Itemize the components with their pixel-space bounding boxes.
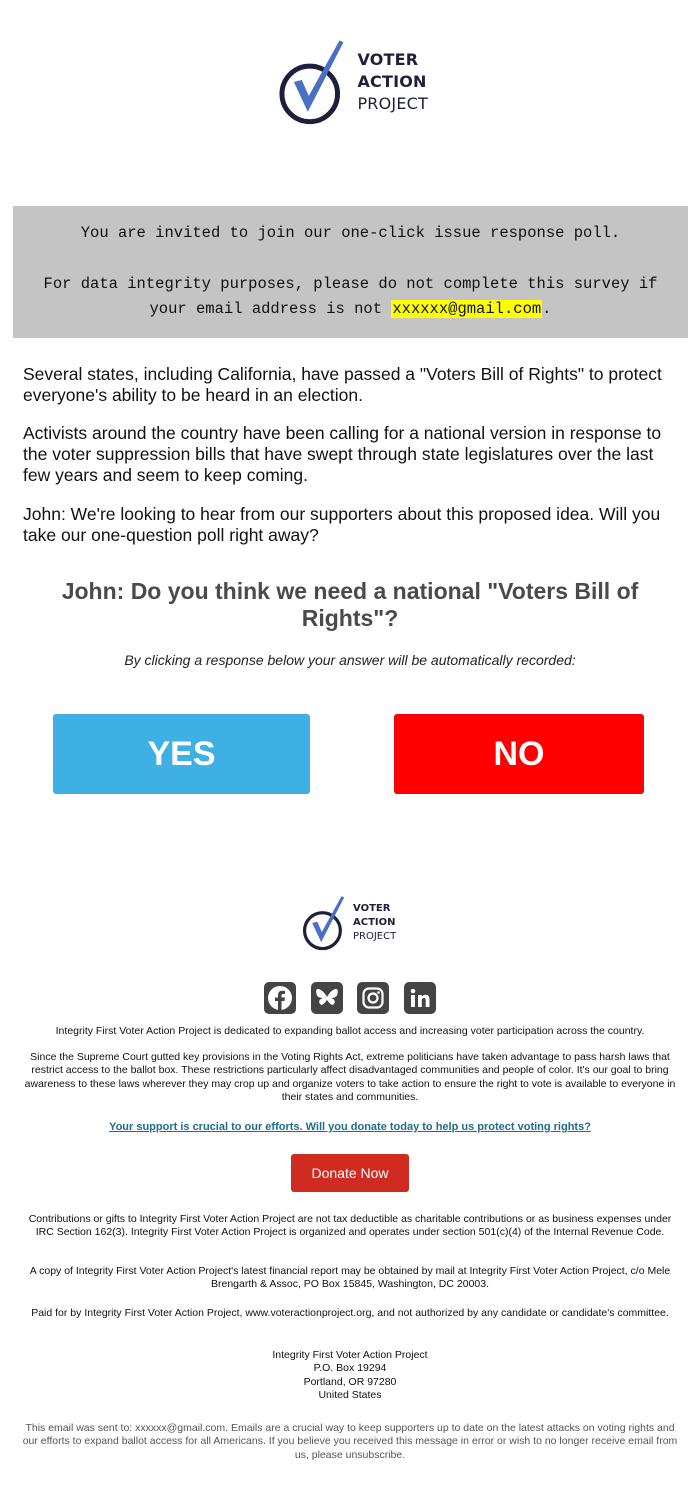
logo-word-project: PROJECT xyxy=(357,94,428,113)
yes-button[interactable]: YES xyxy=(53,714,310,794)
poll-question: John: Do you think we need a national "Voters Bill of Rights"? xyxy=(61,578,639,631)
address-box: P.O. Box 19294 xyxy=(313,1362,387,1375)
logo-wordmark xyxy=(357,49,428,115)
bluesky-icon[interactable] xyxy=(311,982,343,1014)
financial-report-notice: A copy of Integrity First Voter Action Project's latest financial report may be obtained by mail at Integrity First Voter Action Project, c/o Mele Brengarth & Assoc, PO Box 15845, Washington, DC 20003. xyxy=(29,1265,671,1291)
instagram-icon[interactable] xyxy=(357,982,389,1014)
facebook-icon[interactable] xyxy=(264,982,296,1014)
logo-word-action: ACTION xyxy=(357,72,427,91)
social-links xyxy=(264,982,436,1016)
footer-logo[interactable] xyxy=(302,893,402,953)
logo-word-voter: VOTER xyxy=(353,903,391,914)
tax-disclaimer: Contributions or gifts to Integrity First Voter Action Project are not tax deductible as charitable contributions or as business expenses under IRC Section 162(3). Integrity First Voter Action Project is organized and operates under section 501(c)(4) of the Internal Revenue Code. xyxy=(28,1213,672,1239)
logo-word-action: ACTION xyxy=(353,917,396,928)
recipient-email: xxxxxx@gmail.com xyxy=(392,300,542,318)
no-button[interactable]: NO xyxy=(394,714,644,794)
mailing-address xyxy=(0,1349,700,1403)
unsubscribe-notice: This email was sent to: xxxxxx@gmail.com. Emails are a crucial way to keep supporters up to date on the latest attacks on voting rights and our efforts to expand ballot access for all Americans. If you believe you received this message in error or wish to no longer receive email from us, please unsubscribe. xyxy=(22,1422,678,1461)
intro-paragraph-3: John: We're looking to hear from our supporters about this proposed idea. Will you take our one-question poll right away? xyxy=(23,504,661,545)
intro-paragraph-1: Several states, including California, have passed a "Voters Bill of Rights" to protect everyone's ability to be heard in an election. xyxy=(23,364,662,405)
invite-banner xyxy=(13,206,688,338)
mission-statement: Integrity First Voter Action Project is dedicated to expanding ballot access and increasing voter participation across the country. xyxy=(55,1025,645,1037)
address-city: Portland, OR 97280 xyxy=(303,1375,397,1388)
poll-instruction: By clicking a response below your answer will be automatically recorded: xyxy=(124,652,576,668)
checkmark-logo-icon xyxy=(302,893,348,953)
address-org: Integrity First Voter Action Project xyxy=(272,1349,428,1361)
logo-word-project: PROJECT xyxy=(353,931,397,942)
paid-for-disclaimer: Paid for by Integrity First Voter Action Project, www.voteractionproject.org, and not authorized by any candidate or candidate's committee. xyxy=(31,1307,669,1319)
invite-line: You are invited to join our one-click issue response poll. xyxy=(80,224,621,242)
integrity-notice xyxy=(25,272,676,322)
donate-appeal-link[interactable]: Your support is crucial to our efforts. Will you donate today to help us protect voting rights? xyxy=(109,1121,591,1133)
intro-paragraph-2: Activists around the country have been calling for a national version in response to the voter suppression bills that have swept through state legislatures over the last few years and seem to keep coming. xyxy=(23,423,662,485)
integrity-notice-text: For data integrity purposes, please do not complete this survey if your email address is not xyxy=(43,275,658,318)
address-country: United States xyxy=(318,1389,382,1402)
footer-logo-wordmark xyxy=(353,902,396,944)
background-statement: Since the Supreme Court gutted key provisions in the Voting Rights Act, extreme politicians have taken advantage to pass harsh laws that restrict access to the ballot box. These restrictions particularly affect disadvantaged communities and people of color. It's our goal to bring awareness to these laws wherever they may crop up and organize voters to take action to ensure the right to vote is available to everyone in their states and communities. xyxy=(24,1051,676,1104)
integrity-notice-end: . xyxy=(542,300,552,318)
linkedin-icon[interactable] xyxy=(404,982,436,1014)
checkmark-logo-icon xyxy=(278,38,349,126)
logo-word-voter: VOTER xyxy=(357,50,419,69)
donate-now-button[interactable]: Donate Now xyxy=(291,1154,409,1192)
header-logo[interactable] xyxy=(278,38,428,126)
